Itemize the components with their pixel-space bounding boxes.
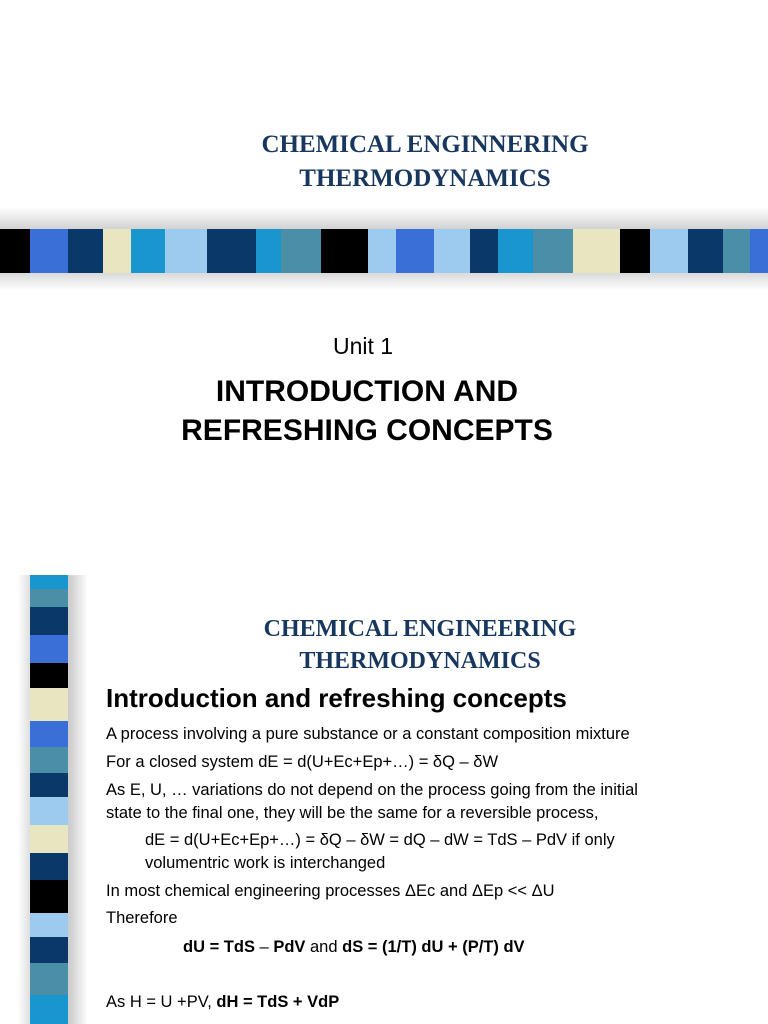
- text-line: volumentric work is interchanged: [145, 854, 386, 872]
- strip-segment: [0, 229, 30, 273]
- strip-segment: [30, 575, 68, 589]
- strip-segment: [68, 229, 103, 273]
- strip-segment: [30, 880, 68, 913]
- strip-segment: [256, 229, 281, 273]
- strip-segment: [30, 825, 68, 853]
- equation-dh-bold: dH = TdS + VdP: [216, 993, 340, 1011]
- equation-du-ds: [183, 938, 525, 957]
- unit-heading-line2: REFRESHING CONCEPTS: [181, 414, 553, 447]
- equation-dash: –: [254, 938, 274, 956]
- strip-segment: [30, 853, 68, 880]
- strip-segment: [750, 229, 768, 273]
- strip-segment: [30, 589, 68, 607]
- unit-heading-line1: INTRODUCTION AND: [215, 375, 519, 408]
- strip-segment: [321, 229, 368, 273]
- equation-ds: dS = (1/T) dU + (P/T) dV: [342, 938, 525, 956]
- strip-segment: [30, 635, 68, 663]
- equation-du: dU = TdS: [183, 938, 255, 956]
- strip-segment: [30, 663, 68, 688]
- strip-segment: [207, 229, 256, 273]
- strip-segment: [30, 229, 68, 273]
- course-title-line1: CHEMICAL ENGINNERING: [261, 131, 589, 158]
- slide-heading: Introduction and refreshing concepts: [106, 683, 567, 713]
- strip-segment: [30, 747, 68, 773]
- text-line: dE = d(U+Ec+Ep+…) = δQ – δW = dQ – dW = TdS – PdV if only: [145, 831, 615, 849]
- text-line: For a closed system dE = d(U+Ec+Ep+…) = δQ – δW: [106, 753, 499, 771]
- strip-segment: [30, 688, 68, 721]
- strip-segment: [30, 721, 68, 747]
- equation-and: and: [305, 938, 343, 956]
- strip-segment: [30, 995, 68, 1024]
- equation-pdv: PdV: [273, 938, 306, 956]
- equation-dh-prefix: As H = U +PV,: [106, 993, 217, 1011]
- unit-label: Unit 1: [333, 333, 394, 359]
- slide-title: [180, 613, 660, 677]
- strip-segment: [30, 913, 68, 937]
- slide-title-line1: CHEMICAL ENGINEERING: [263, 616, 577, 642]
- strip-segment: [165, 229, 207, 273]
- strip-segment: [30, 937, 68, 963]
- decorative-color-strip: [0, 229, 768, 273]
- strip-segment: [131, 229, 165, 273]
- strip-segment: [723, 229, 750, 273]
- strip-segment: [688, 229, 723, 273]
- strip-segment: [30, 773, 68, 797]
- text-line: state to the final one, they will be the same for a reversible process,: [106, 804, 599, 822]
- strip-segment: [30, 797, 68, 825]
- strip-segment: [30, 607, 68, 635]
- strip-segment: [498, 229, 533, 273]
- strip-segment: [650, 229, 688, 273]
- content-slide: [0, 575, 768, 1024]
- course-title-line2: THERMODYNAMICS: [299, 165, 551, 192]
- text-line: A process involving a pure substance or a constant composition mixture: [106, 725, 630, 743]
- strip-segment: [620, 229, 650, 273]
- strip-segment: [368, 229, 396, 273]
- text-line: Therefore: [106, 909, 178, 927]
- strip-segment: [533, 229, 573, 273]
- strip-segment: [103, 229, 131, 273]
- strip-segment: [281, 229, 321, 273]
- vertical-color-strip: [30, 575, 68, 1024]
- strip-segment: [470, 229, 498, 273]
- strip-segment: [30, 963, 68, 995]
- course-title: [0, 128, 768, 196]
- strip-segment: [573, 229, 620, 273]
- text-line: As E, U, … variations do not depend on the process going from the initial: [106, 781, 638, 799]
- text-line: In most chemical engineering processes ΔEc and ΔEp << ΔU: [106, 882, 555, 900]
- slide-title-line2: THERMODYNAMICS: [299, 648, 541, 674]
- unit-heading: [0, 372, 734, 450]
- strip-segment: [434, 229, 470, 273]
- equation-dh: [106, 993, 339, 1012]
- strip-segment: [396, 229, 434, 273]
